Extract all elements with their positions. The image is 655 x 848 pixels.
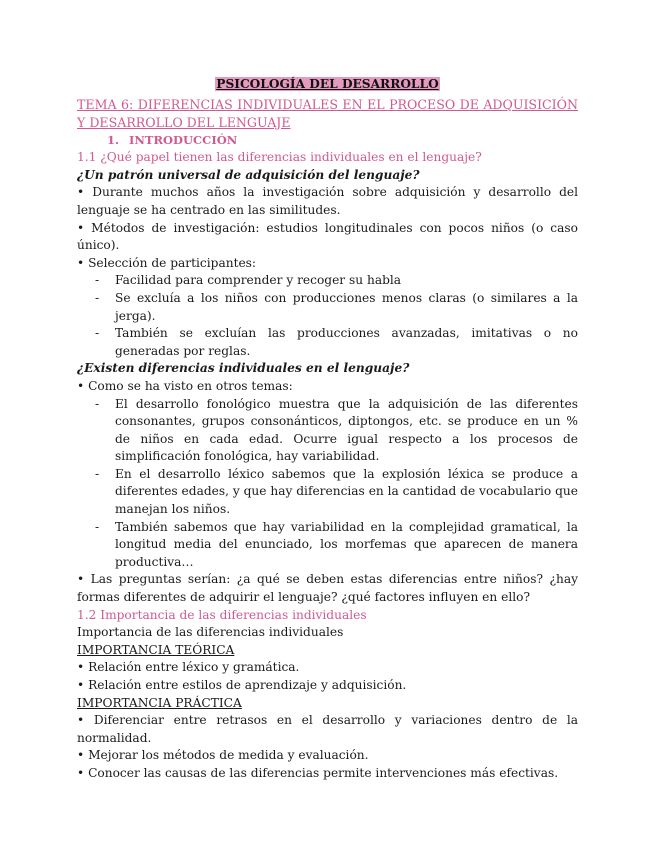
dash-item: - Se excluía a los niños con producciones menos claras (o similares a la jerga). [95, 290, 578, 323]
question-heading-universal-pattern: ¿Un patrón universal de adquisición del lenguaje? [77, 167, 420, 182]
dash-marker: - [95, 466, 100, 481]
dash-item: - Facilidad para comprender y recoger su habla [115, 272, 578, 290]
dash-marker: - [95, 273, 100, 288]
bullet-paragraph: • Métodos de investigación: estudios longitudinales con pocos niños (o caso único). [77, 220, 578, 253]
dash-item: - También se excluían las producciones avanzadas, imitativas o no generadas por reglas. [95, 326, 578, 358]
section-label: INTRODUCCIÓN [129, 132, 238, 147]
dash-item: - El desarrollo fonológico muestra que la adquisición de las diferentes consonantes, grupos consonánticos, diptongos, etc. se produce en un % de niños en cada edad. Ocurre igual respecto a los procesos de simplificación fonológica, hay variabilidad. [95, 396, 578, 464]
section-heading-introduction [107, 132, 578, 150]
bullet-paragraph: • Durante muchos años la investigación sobre adquisición y desarrollo del lenguaje se ha centrado en las similitudes. [77, 185, 578, 217]
paragraph: Importancia de las diferencias individuales [77, 625, 344, 640]
bullet-paragraph: • Conocer las causas de las diferencias permite intervenciones más efectivas. [77, 765, 559, 780]
dash-marker: - [95, 290, 100, 305]
bullet-paragraph: • Selección de participantes: [77, 255, 257, 270]
question-heading-individual-differences: ¿Existen diferencias individuales en el lenguaje? [77, 361, 410, 376]
dash-marker: - [95, 519, 100, 534]
subsection-heading-1-2: 1.2 Importancia de las diferencias individuales [77, 607, 367, 622]
bullet-paragraph: • Relación entre léxico y gramática. [77, 660, 300, 675]
document-content [77, 76, 578, 783]
dash-list-other-topics [77, 396, 578, 572]
subsection-heading-1-1: 1.1 ¿Qué papel tienen las diferencias individuales en el lenguaje? [77, 150, 482, 165]
bullet-paragraph: • Diferenciar entre retrasos en el desarrollo y variaciones dentro de la normalidad. [77, 713, 578, 745]
document-title: PSICOLOGÍA DEL DESARROLLO [216, 77, 439, 91]
bullet-paragraph: • Las preguntas serían: ¿a qué se deben estas diferencias entre niños? ¿hay formas diferentes de adquirir el lenguaje? ¿qué factores influyen en ello? [77, 572, 578, 605]
topic-title: TEMA 6: DIFERENCIAS INDIVIDUALES EN EL PROCESO DE ADQUISICIÓN Y DESARROLLO DEL LENGUAJE [77, 96, 578, 130]
bullet-paragraph: • Relación entre estilos de aprendizaje y adquisición. [77, 678, 407, 692]
dash-list-participants [77, 272, 578, 360]
section-number: 1. [107, 132, 120, 147]
heading-practical-importance: IMPORTANCIA PRÁCTICA [77, 695, 242, 710]
dash-item: - En el desarrollo léxico sabemos que la explosión léxica se produce a diferentes edades, y que hay diferencias en la cantidad de vocabulario que manejan los niños. [95, 466, 578, 517]
dash-item: - También sabemos que hay variabilidad en la complejidad gramatical, la longitud media del enunciado, los morfemas que aparecen de manera productiva… [95, 519, 578, 569]
bullet-paragraph: • Como se ha visto en otros temas: [77, 378, 293, 393]
bullet-paragraph: • Mejorar los métodos de medida y evaluación. [77, 748, 369, 763]
dash-marker: - [95, 396, 100, 411]
dash-marker: - [95, 326, 100, 341]
heading-theoretical-importance: IMPORTANCIA TEÓRICA [77, 642, 235, 657]
